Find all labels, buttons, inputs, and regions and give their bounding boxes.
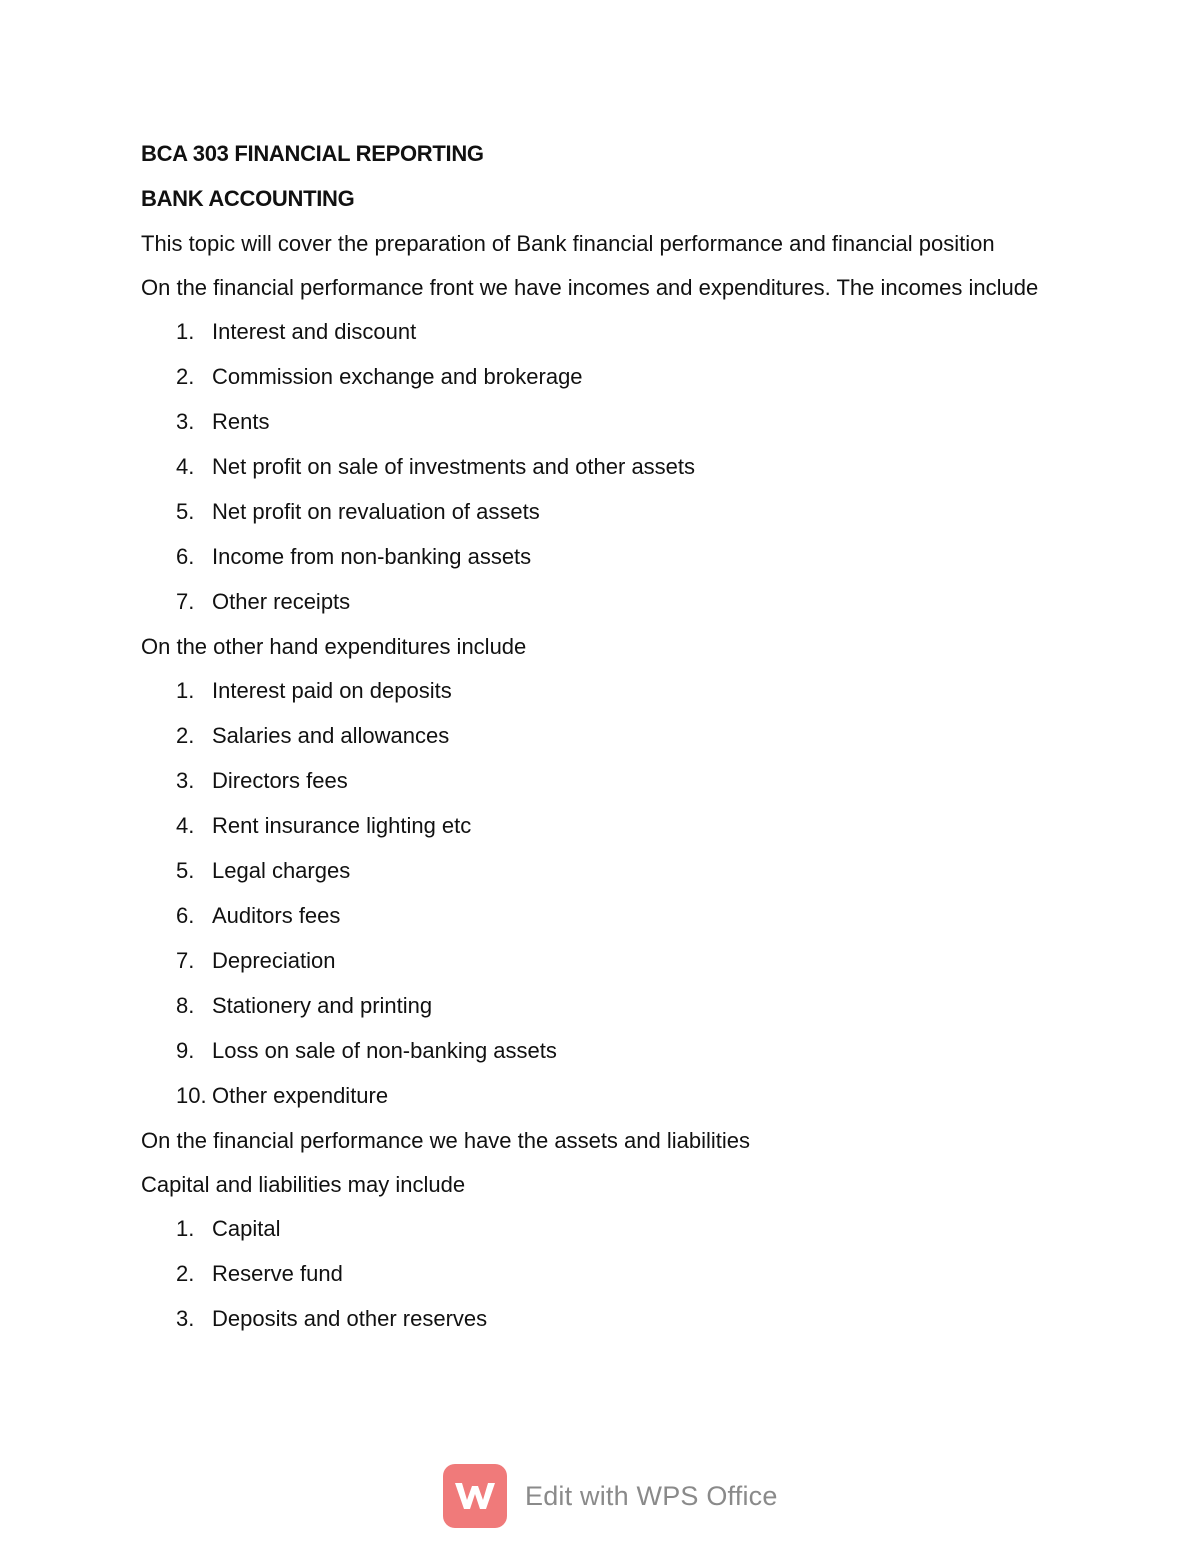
list-item-number: 10. (176, 1083, 207, 1108)
expenditures-intro-paragraph: On the other hand expenditures include (141, 634, 527, 659)
list-item-number: 9. (176, 1038, 195, 1063)
wps-logo-icon (443, 1464, 507, 1528)
list-item (141, 542, 1041, 572)
list-item-text: Income from non-banking assets (212, 544, 532, 569)
list-item-text: Directors fees (212, 768, 348, 793)
list-item (141, 901, 1041, 931)
list-item-number: 3. (176, 409, 195, 434)
list-item (141, 362, 1041, 392)
list-item (141, 676, 1041, 706)
list-item (141, 721, 1041, 751)
list-item-number: 4. (176, 813, 195, 838)
list-item-text: Depreciation (212, 948, 336, 973)
list-item-number: 1. (176, 319, 195, 344)
list-item-text: Net profit on sale of investments and other assets (212, 454, 696, 479)
list-item (141, 317, 1041, 347)
list-item (141, 1081, 1041, 1111)
expenditures-list (141, 676, 1041, 1111)
intro-paragraph: This topic will cover the preparation of Bank financial performance and financial position (141, 231, 995, 256)
list-item (141, 1259, 1041, 1289)
list-item-text: Legal charges (212, 858, 351, 883)
list-item (141, 766, 1041, 796)
list-item-number: 7. (176, 948, 195, 973)
list-item (141, 497, 1041, 527)
section-heading: BANK ACCOUNTING (141, 186, 355, 211)
position-intro-paragraph: On the financial performance we have the assets and liabilities (141, 1128, 751, 1153)
list-item-number: 2. (176, 364, 195, 389)
list-item-text: Interest and discount (212, 319, 417, 344)
list-item-number: 1. (176, 1216, 195, 1241)
list-item-text: Other expenditure (212, 1083, 389, 1108)
list-item (141, 1214, 1041, 1244)
wps-w-glyph-icon (452, 1479, 498, 1513)
list-item (141, 856, 1041, 886)
liabilities-list (141, 1214, 1041, 1334)
wps-edit-banner[interactable] (443, 1464, 783, 1528)
list-item (141, 407, 1041, 437)
list-item (141, 1036, 1041, 1066)
list-item (141, 811, 1041, 841)
list-item-number: 3. (176, 768, 195, 793)
list-item-text: Other receipts (212, 589, 351, 614)
wps-banner-label[interactable]: Edit with WPS Office (525, 1480, 778, 1511)
list-item (141, 587, 1041, 617)
list-item-number: 7. (176, 589, 195, 614)
list-item-text: Interest paid on deposits (212, 678, 452, 703)
list-item-text: Auditors fees (212, 903, 341, 928)
list-item-text: Rent insurance lighting etc (212, 813, 472, 838)
list-item (141, 991, 1041, 1021)
list-item-number: 8. (176, 993, 195, 1018)
list-item-text: Salaries and allowances (212, 723, 450, 748)
list-item-number: 4. (176, 454, 195, 479)
list-item-text: Deposits and other reserves (212, 1306, 488, 1331)
list-item (141, 946, 1041, 976)
list-item-text: Stationery and printing (212, 993, 433, 1018)
list-item-number: 1. (176, 678, 195, 703)
list-item-number: 2. (176, 1261, 195, 1286)
list-item-text: Loss on sale of non-banking assets (212, 1038, 557, 1063)
list-item-number: 5. (176, 858, 195, 883)
document-body (141, 139, 1041, 1334)
list-item-text: Net profit on revaluation of assets (212, 499, 540, 524)
incomes-intro-paragraph: On the financial performance front we have incomes and expenditures. The incomes include (141, 275, 1039, 300)
list-item-text: Capital (212, 1216, 281, 1241)
list-item-text: Commission exchange and brokerage (212, 364, 583, 389)
list-item-number: 3. (176, 1306, 195, 1331)
document-title: BCA 303 FINANCIAL REPORTING (141, 141, 484, 166)
list-item-number: 6. (176, 544, 195, 569)
incomes-list (141, 317, 1041, 617)
list-item-text: Rents (212, 409, 270, 434)
list-item-number: 5. (176, 499, 195, 524)
liabilities-intro-paragraph: Capital and liabilities may include (141, 1172, 466, 1197)
list-item-number: 6. (176, 903, 195, 928)
list-item (141, 452, 1041, 482)
list-item-number: 2. (176, 723, 195, 748)
list-item (141, 1304, 1041, 1334)
list-item-text: Reserve fund (212, 1261, 343, 1286)
